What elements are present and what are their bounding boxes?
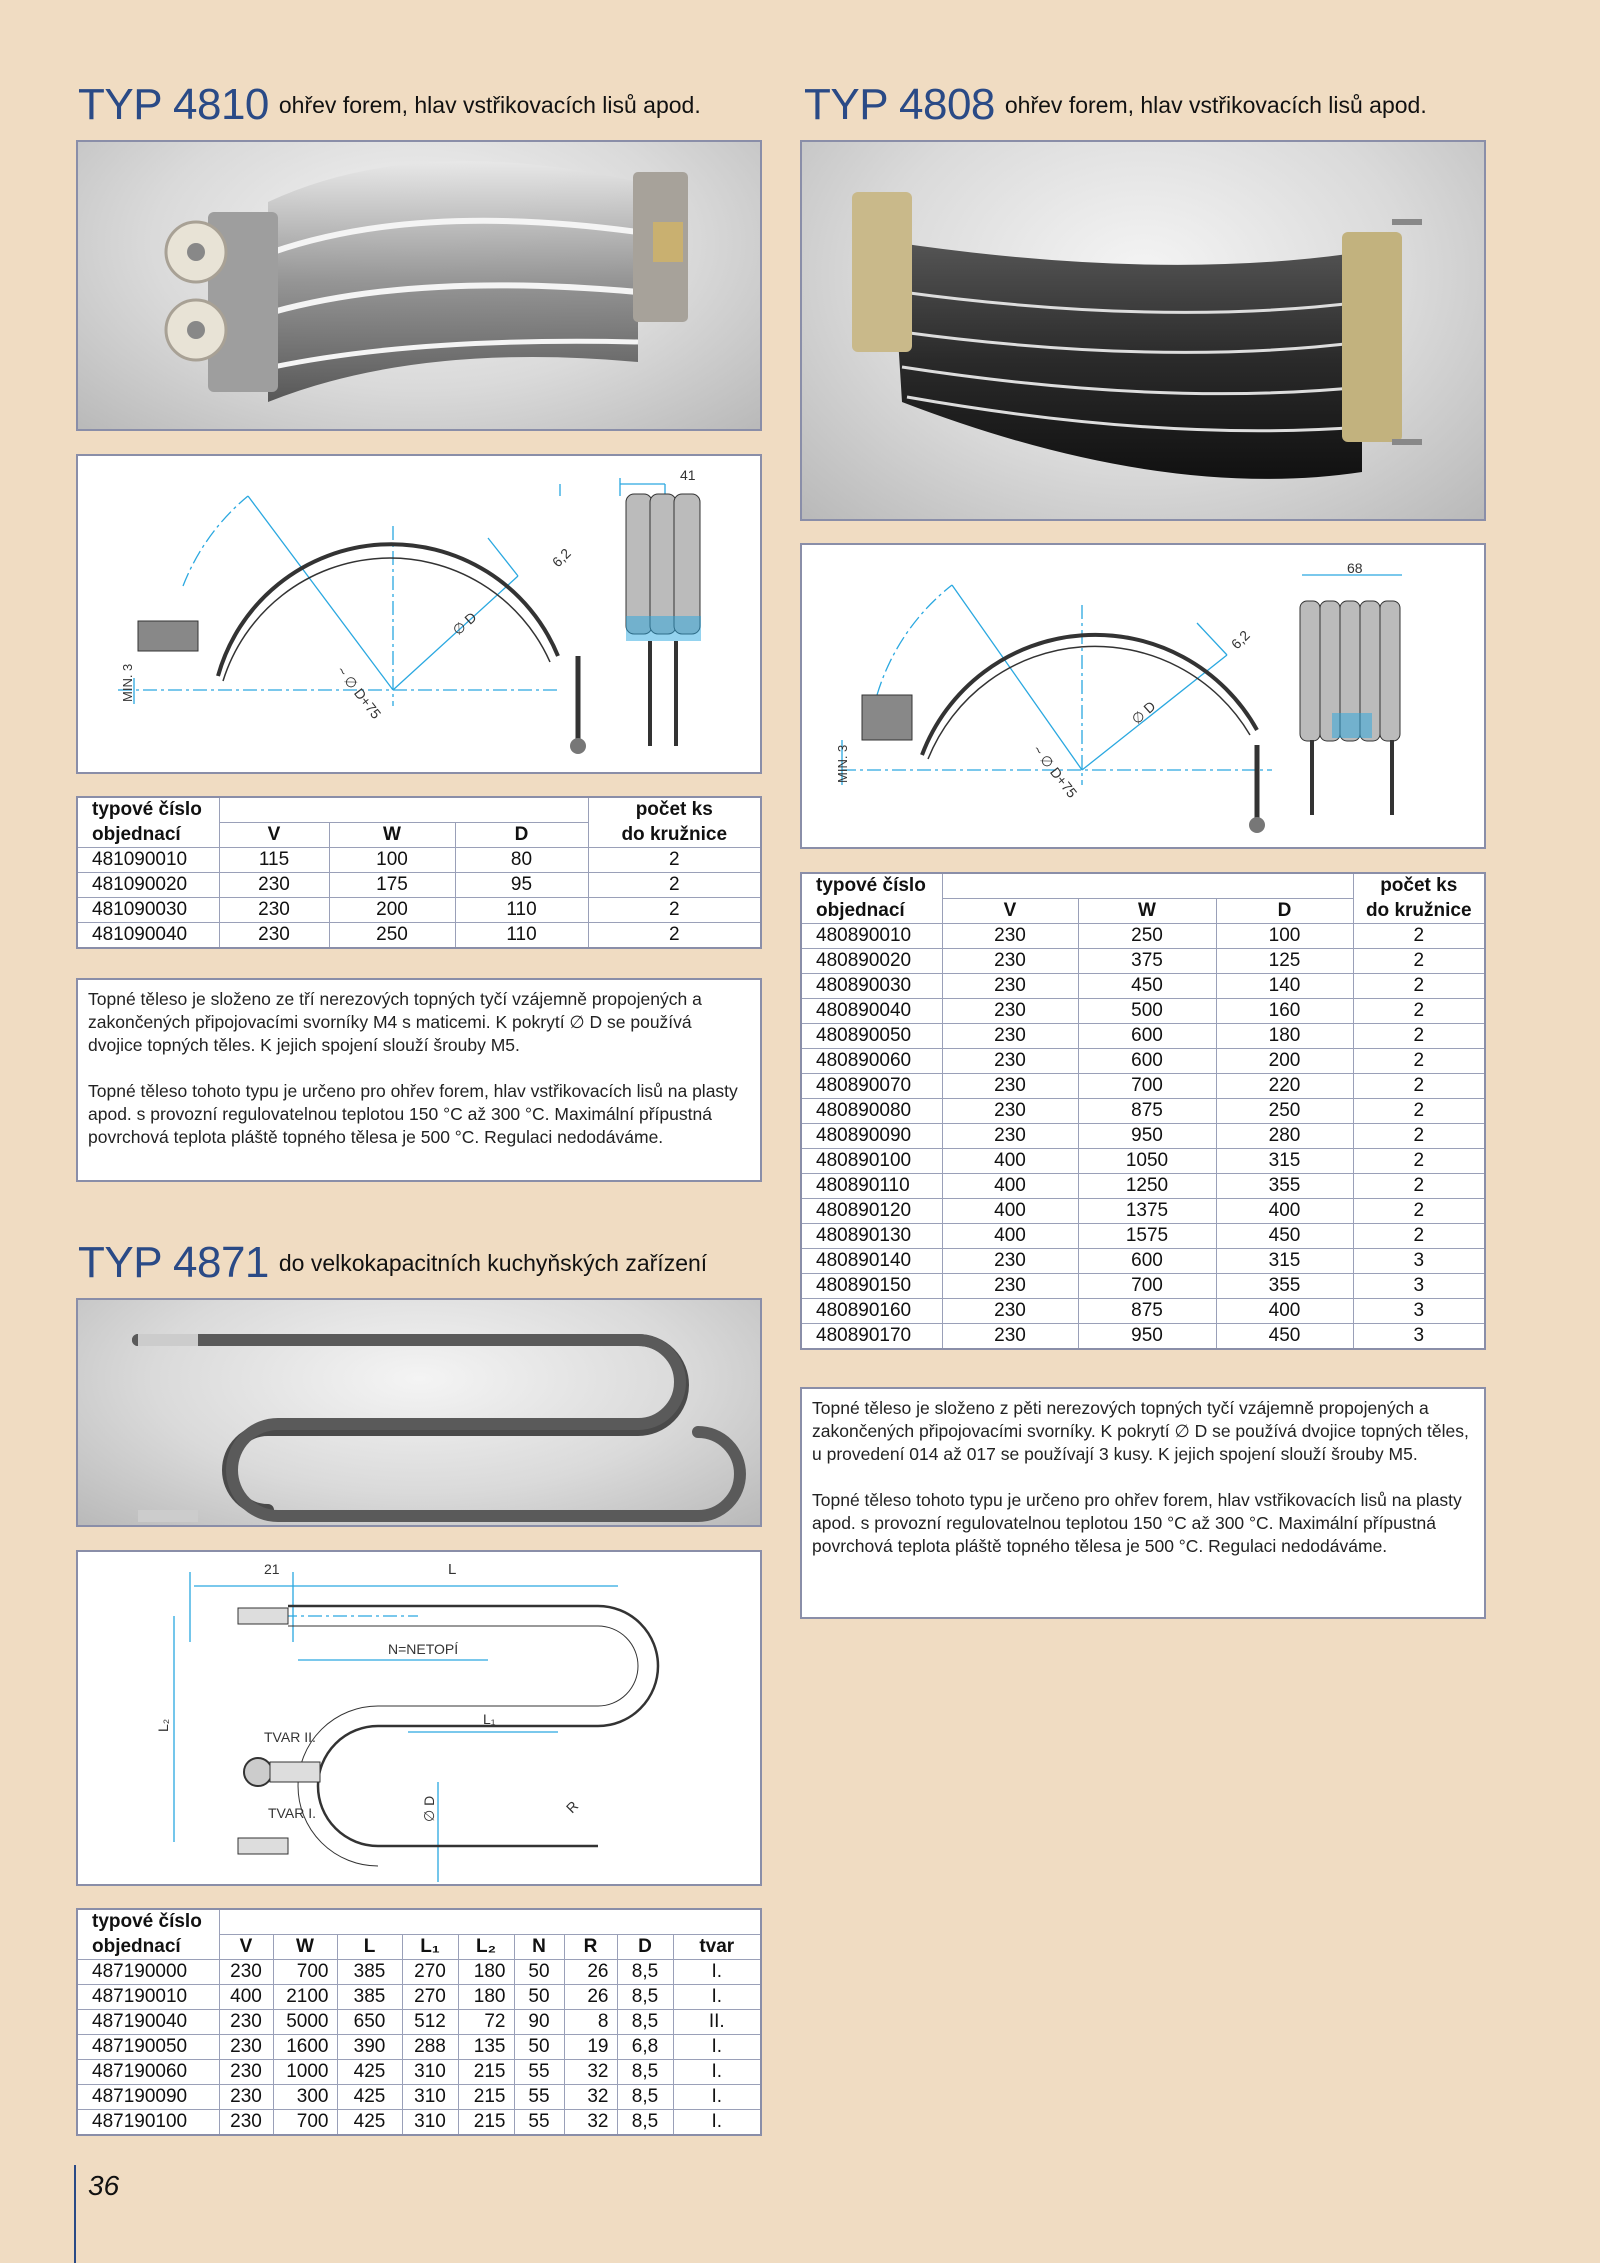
drawing-4808-dia-label: ∅ D [1128,697,1159,728]
table-row [801,1199,1485,1224]
table-row [801,974,1485,999]
table-cell: 700 [1078,1074,1216,1099]
table-row [801,1049,1485,1074]
table-cell: 26 [564,1985,617,2010]
table-cell: 2 [1353,924,1485,949]
table-cell: 72 [458,2010,514,2035]
drawing-4810-width-label: 41 [680,467,696,483]
order-number-cell: 480890090 [801,1124,942,1149]
type-4810-description-p2: Topné těleso tohoto typu je určeno pro ohřev forem, hlav vstřikovacích lisů na plasty apod. s provozní regulovatelnou teplotou 150 °C až 300 °C. Maximální přípustná povrchová teplota pláště topného tělesa je 500 °C. Regulaci nedodáváme. [88,1081,738,1147]
table-cell: 2 [1353,974,1485,999]
type-4871-table [76,1908,762,2136]
table-cell: 110 [455,923,588,949]
table-cell: 400 [1216,1199,1353,1224]
table-cell: 2100 [273,1985,337,2010]
order-number-cell: 480890110 [801,1174,942,1199]
table-cell: 8,5 [617,2010,673,2035]
table-cell: 425 [337,2060,402,2085]
table-cell: 270 [402,1985,458,2010]
table-cell: 400 [1216,1299,1353,1324]
order-number-cell: 487190040 [77,2010,219,2035]
drawing-4871-R-label: R [562,1797,582,1817]
table-cell: 215 [458,2060,514,2085]
table-cell: 600 [1078,1049,1216,1074]
tubular-heater-4871-image [78,1300,762,1527]
col-header-type-number: typové číslo [77,797,219,823]
order-number-cell: 487190000 [77,1960,219,1985]
table-cell: 180 [1216,1024,1353,1049]
table-cell: 450 [1216,1324,1353,1350]
table-cell: 2 [588,923,761,949]
table-cell: 950 [1078,1124,1216,1149]
order-number-cell: 480890120 [801,1199,942,1224]
drawing-4808-width-label: 68 [1347,560,1363,576]
col-header-l: L [337,1935,402,1960]
table-cell: I. [673,1960,761,1985]
col-header-v: V [942,899,1078,924]
type-4810-drawing [76,454,762,774]
table-cell: 375 [1078,949,1216,974]
order-number-cell: 480890010 [801,924,942,949]
table-cell: 230 [942,999,1078,1024]
type-4808-table [800,872,1486,1350]
table-cell: 160 [1216,999,1353,1024]
order-number-cell: 480890100 [801,1149,942,1174]
table-cell: 200 [1216,1049,1353,1074]
table-row [77,2010,761,2035]
table-row [801,1074,1485,1099]
drawing-4810-thick-label: 6,2 [548,545,574,571]
col-header-type-number: typové číslo [801,873,942,899]
table-row [801,1299,1485,1324]
table-cell: 3 [1353,1324,1485,1350]
drawing-4808-thick-label: 6,2 [1227,627,1253,653]
table-cell: I. [673,2060,761,2085]
type-4871-heading [78,1238,707,1288]
drawing-4871-L1-label: L₁ [483,1711,496,1727]
type-4808-code: TYP 4808 [804,80,995,129]
drawing-4871-L-label: L [448,1561,457,1578]
order-number-cell: 487190050 [77,2035,219,2060]
col-header-type-number: typové číslo [77,1909,219,1935]
table-cell: 1375 [1078,1199,1216,1224]
table-cell: I. [673,2035,761,2060]
table-cell: 8,5 [617,1960,673,1985]
table-cell: 110 [455,898,588,923]
order-number-cell: 481090040 [77,923,219,949]
table-cell: 650 [337,2010,402,2035]
table-cell: 425 [337,2110,402,2136]
table-cell: 875 [1078,1299,1216,1324]
type-4808-description-p1: Topné těleso je složeno z pěti nerezových topných tyčí vzájemně propojených a zakončených připojovacími svorníky. K pokrytí ∅ D se používá dvojice topných těles, u provedení 014 až 017 se používají 3 kusy. K jejich spojení slouží šrouby M5. [812,1398,1469,1464]
table-cell: 8,5 [617,2085,673,2110]
type-4808-photo [800,140,1486,521]
table-cell: 400 [942,1149,1078,1174]
table-cell: 50 [514,1960,564,1985]
band-heater-4810-image [78,142,762,431]
table-cell: 310 [402,2060,458,2085]
table-row [77,2085,761,2110]
table-row [801,1149,1485,1174]
table-cell: 230 [942,1049,1078,1074]
table-cell: 355 [1216,1174,1353,1199]
order-number-cell: 481090030 [77,898,219,923]
table-cell: 400 [219,1985,273,2010]
table-cell: 300 [273,2085,337,2110]
table-cell: 220 [1216,1074,1353,1099]
table-cell: 8,5 [617,2060,673,2085]
table-cell: 8 [564,2010,617,2035]
table-cell: 230 [942,924,1078,949]
table-cell: 250 [1078,924,1216,949]
type-4810-subtitle: ohřev forem, hlav vstřikovacích lisů apod. [278,92,701,118]
table-cell: 26 [564,1960,617,1985]
order-number-cell: 481090020 [77,873,219,898]
drawing-4871-tvar2-label: TVAR II. [264,1729,316,1745]
col-header-l2: L₂ [458,1935,514,1960]
table-cell: 390 [337,2035,402,2060]
table-cell: 2 [1353,1224,1485,1249]
table-cell: I. [673,1985,761,2010]
type-4810-table [76,796,762,949]
table-cell: 250 [1216,1099,1353,1124]
col-header-count-2: do kružnice [1353,899,1485,924]
table-cell: 512 [402,2010,458,2035]
table-cell: 32 [564,2085,617,2110]
table-cell: 230 [219,2035,273,2060]
table-cell: 1600 [273,2035,337,2060]
table-cell: 32 [564,2110,617,2136]
table-cell: 230 [942,1074,1078,1099]
table-cell: 230 [942,1274,1078,1299]
table-cell: 135 [458,2035,514,2060]
order-number-cell: 480890140 [801,1249,942,1274]
table-row [77,848,761,873]
type-4810-technical-drawing [78,456,762,774]
col-header-count-1: počet ks [1353,873,1485,899]
table-row [801,949,1485,974]
col-header-d: D [1216,899,1353,924]
table-cell: 1050 [1078,1149,1216,1174]
table-cell: 2 [1353,1099,1485,1124]
type-4810-photo [76,140,762,431]
order-number-cell: 487190100 [77,2110,219,2136]
col-header-w: W [273,1935,337,1960]
type-4871-drawing [76,1550,762,1886]
order-number-cell: 480890020 [801,949,942,974]
page-margin-bar [74,2165,76,2263]
table-cell: 385 [337,1985,402,2010]
table-cell: 700 [273,1960,337,1985]
table-cell: 2 [1353,999,1485,1024]
table-cell: 230 [942,1249,1078,1274]
table-cell: 270 [402,1960,458,1985]
table-cell: 230 [219,923,329,949]
table-cell: 600 [1078,1249,1216,1274]
table-cell: 230 [219,873,329,898]
table-cell: 2 [1353,1199,1485,1224]
table-cell: 230 [219,1960,273,1985]
table-cell: 230 [219,2085,273,2110]
table-row [77,2110,761,2136]
table-cell: 600 [1078,1024,1216,1049]
order-number-cell: 487190090 [77,2085,219,2110]
col-header-l1: L₁ [402,1935,458,1960]
drawing-4810-min-label: MIN. 3 [120,663,135,702]
type-4871-subtitle: do velkokapacitních kuchyňských zařízení [278,1250,708,1276]
table-cell: 180 [458,1985,514,2010]
table-cell: 50 [514,2035,564,2060]
drawing-4871-d21-label: 21 [264,1561,280,1577]
col-header-v: V [219,1935,273,1960]
table-cell: 6,8 [617,2035,673,2060]
table-cell: 288 [402,2035,458,2060]
order-number-cell: 481090010 [77,848,219,873]
type-4810-code: TYP 4810 [78,80,269,129]
table-row [801,1024,1485,1049]
table-cell: 230 [942,949,1078,974]
table-cell: 230 [219,898,329,923]
col-header-count-2: do kružnice [588,823,761,848]
table-cell: 55 [514,2110,564,2136]
type-4808-description-p2: Topné těleso tohoto typu je určeno pro ohřev forem, hlav vstřikovacích lisů na plasty apod. s provozní regulovatelnou teplotou 150 °C až 300 °C. Maximální přípustná povrchová teplota pláště topného tělesa je 500 °C. Regulaci nedodáváme. [812,1490,1462,1556]
table-cell: 3 [1353,1274,1485,1299]
type-4810-heading [78,80,701,130]
table-cell: 215 [458,2110,514,2136]
table-cell: 315 [1216,1249,1353,1274]
table-cell: 230 [942,974,1078,999]
page-number: 36 [88,2170,120,2201]
table-cell: 700 [273,2110,337,2136]
table-row [77,873,761,898]
table-cell: 5000 [273,2010,337,2035]
table-cell: 32 [564,2060,617,2085]
table-cell: I. [673,2085,761,2110]
drawing-4810-dia-label: ∅ D [449,608,480,639]
table-cell: 50 [514,1985,564,2010]
table-row [801,1174,1485,1199]
order-number-cell: 480890080 [801,1099,942,1124]
col-header-d: D [455,823,588,848]
type-4808-description [800,1387,1486,1619]
table-cell: 2 [588,873,761,898]
table-cell: 55 [514,2085,564,2110]
table-cell: 230 [942,1024,1078,1049]
table-cell: 1000 [273,2060,337,2085]
order-number-cell: 480890060 [801,1049,942,1074]
order-number-cell: 480890160 [801,1299,942,1324]
table-row [801,924,1485,949]
table-cell: 3 [1353,1299,1485,1324]
table-cell: 1575 [1078,1224,1216,1249]
table-row [801,1324,1485,1350]
table-cell: 3 [1353,1249,1485,1274]
type-4808-drawing [800,543,1486,849]
table-cell: 425 [337,2085,402,2110]
type-4808-subtitle: ohřev forem, hlav vstřikovacích lisů apod. [1004,92,1427,118]
table-cell: 250 [329,923,455,949]
table-cell: 140 [1216,974,1353,999]
order-number-cell: 487190060 [77,2060,219,2085]
order-number-cell: 480890070 [801,1074,942,1099]
table-cell: 215 [458,2085,514,2110]
type-4808-heading [804,80,1427,130]
table-cell: 8,5 [617,1985,673,2010]
drawing-4808-dia-ext-label: ~ ∅ D+75 [1029,741,1081,801]
col-header-d: D [617,1935,673,1960]
table-cell: 230 [942,1324,1078,1350]
table-cell: 230 [942,1124,1078,1149]
table-cell: 310 [402,2085,458,2110]
col-header-w: W [1078,899,1216,924]
table-cell: 180 [458,1960,514,1985]
drawing-4871-L2-label: L₂ [155,1718,171,1732]
table-cell: 700 [1078,1274,1216,1299]
table-cell: 385 [337,1960,402,1985]
table-row [77,898,761,923]
table-cell: 950 [1078,1324,1216,1350]
table-cell: 280 [1216,1124,1353,1149]
table-cell: 100 [1216,924,1353,949]
table-cell: 310 [402,2110,458,2136]
table-row [77,1985,761,2010]
table-cell: 1250 [1078,1174,1216,1199]
type-4871-code: TYP 4871 [78,1238,269,1287]
table-row [77,1960,761,1985]
table-cell: 400 [942,1174,1078,1199]
table-row [801,1099,1485,1124]
col-header-r: R [564,1935,617,1960]
table-cell: II. [673,2010,761,2035]
table-cell: 8,5 [617,2110,673,2136]
col-header-n: N [514,1935,564,1960]
table-cell: 2 [1353,1049,1485,1074]
table-cell: 100 [329,848,455,873]
drawing-4871-dia-label: ∅ D [421,1795,437,1822]
table-cell: 175 [329,873,455,898]
col-header-order: objednací [77,1935,219,1960]
table-cell: 450 [1078,974,1216,999]
table-cell: 355 [1216,1274,1353,1299]
table-cell: 2 [588,898,761,923]
type-4810-description-p1: Topné těleso je složeno ze tří nerezových topných tyčí vzájemně propojených a zakončených připojovacími svorníky M4 s maticemi. K pokrytí ∅ D se používá dvojice topných těles. K jejich spojení slouží šrouby M5. [88,989,702,1055]
band-heater-4808-image [802,142,1486,521]
table-cell: 125 [1216,949,1353,974]
drawing-4808-min-label: MIN. 3 [835,744,850,783]
table-cell: 450 [1216,1224,1353,1249]
table-cell: 2 [1353,1124,1485,1149]
table-cell: 2 [1353,1074,1485,1099]
order-number-cell: 480890050 [801,1024,942,1049]
col-header-order: objednací [77,823,219,848]
drawing-4871-N-label: N=NETOPÍ [388,1641,459,1657]
col-header-count-1: počet ks [588,797,761,823]
table-row [77,2060,761,2085]
drawing-4871-tvar1-label: TVAR I. [268,1805,316,1821]
table-cell: 200 [329,898,455,923]
order-number-cell: 487190010 [77,1985,219,2010]
table-row [801,1224,1485,1249]
table-cell: 19 [564,2035,617,2060]
table-cell: 55 [514,2060,564,2085]
table-row [801,1274,1485,1299]
table-row [801,1124,1485,1149]
table-cell: 400 [942,1224,1078,1249]
col-header-tvar: tvar [673,1935,761,1960]
order-number-cell: 480890130 [801,1224,942,1249]
order-number-cell: 480890170 [801,1324,942,1350]
table-row [77,923,761,949]
table-cell: 115 [219,848,329,873]
type-4871-technical-drawing [78,1552,762,1886]
table-row [801,1249,1485,1274]
table-cell: 400 [942,1199,1078,1224]
order-number-cell: 480890030 [801,974,942,999]
table-cell: I. [673,2110,761,2136]
col-header-order: objednací [801,899,942,924]
table-cell: 315 [1216,1149,1353,1174]
drawing-4810-dia-ext-label: ~ ∅ D+75 [333,662,385,722]
table-cell: 2 [1353,1024,1485,1049]
table-cell: 2 [588,848,761,873]
table-cell: 875 [1078,1099,1216,1124]
table-cell: 80 [455,848,588,873]
table-cell: 500 [1078,999,1216,1024]
order-number-cell: 480890150 [801,1274,942,1299]
table-cell: 2 [1353,949,1485,974]
table-cell: 230 [219,2010,273,2035]
table-cell: 95 [455,873,588,898]
order-number-cell: 480890040 [801,999,942,1024]
table-cell: 230 [219,2110,273,2136]
table-cell: 2 [1353,1149,1485,1174]
table-cell: 230 [942,1299,1078,1324]
table-row [77,2035,761,2060]
table-cell: 90 [514,2010,564,2035]
col-header-v: V [219,823,329,848]
table-row [801,999,1485,1024]
type-4810-description [76,978,762,1182]
col-header-w: W [329,823,455,848]
type-4808-technical-drawing [802,545,1486,849]
table-cell: 230 [942,1099,1078,1124]
type-4871-photo [76,1298,762,1527]
table-cell: 230 [219,2060,273,2085]
table-cell: 2 [1353,1174,1485,1199]
